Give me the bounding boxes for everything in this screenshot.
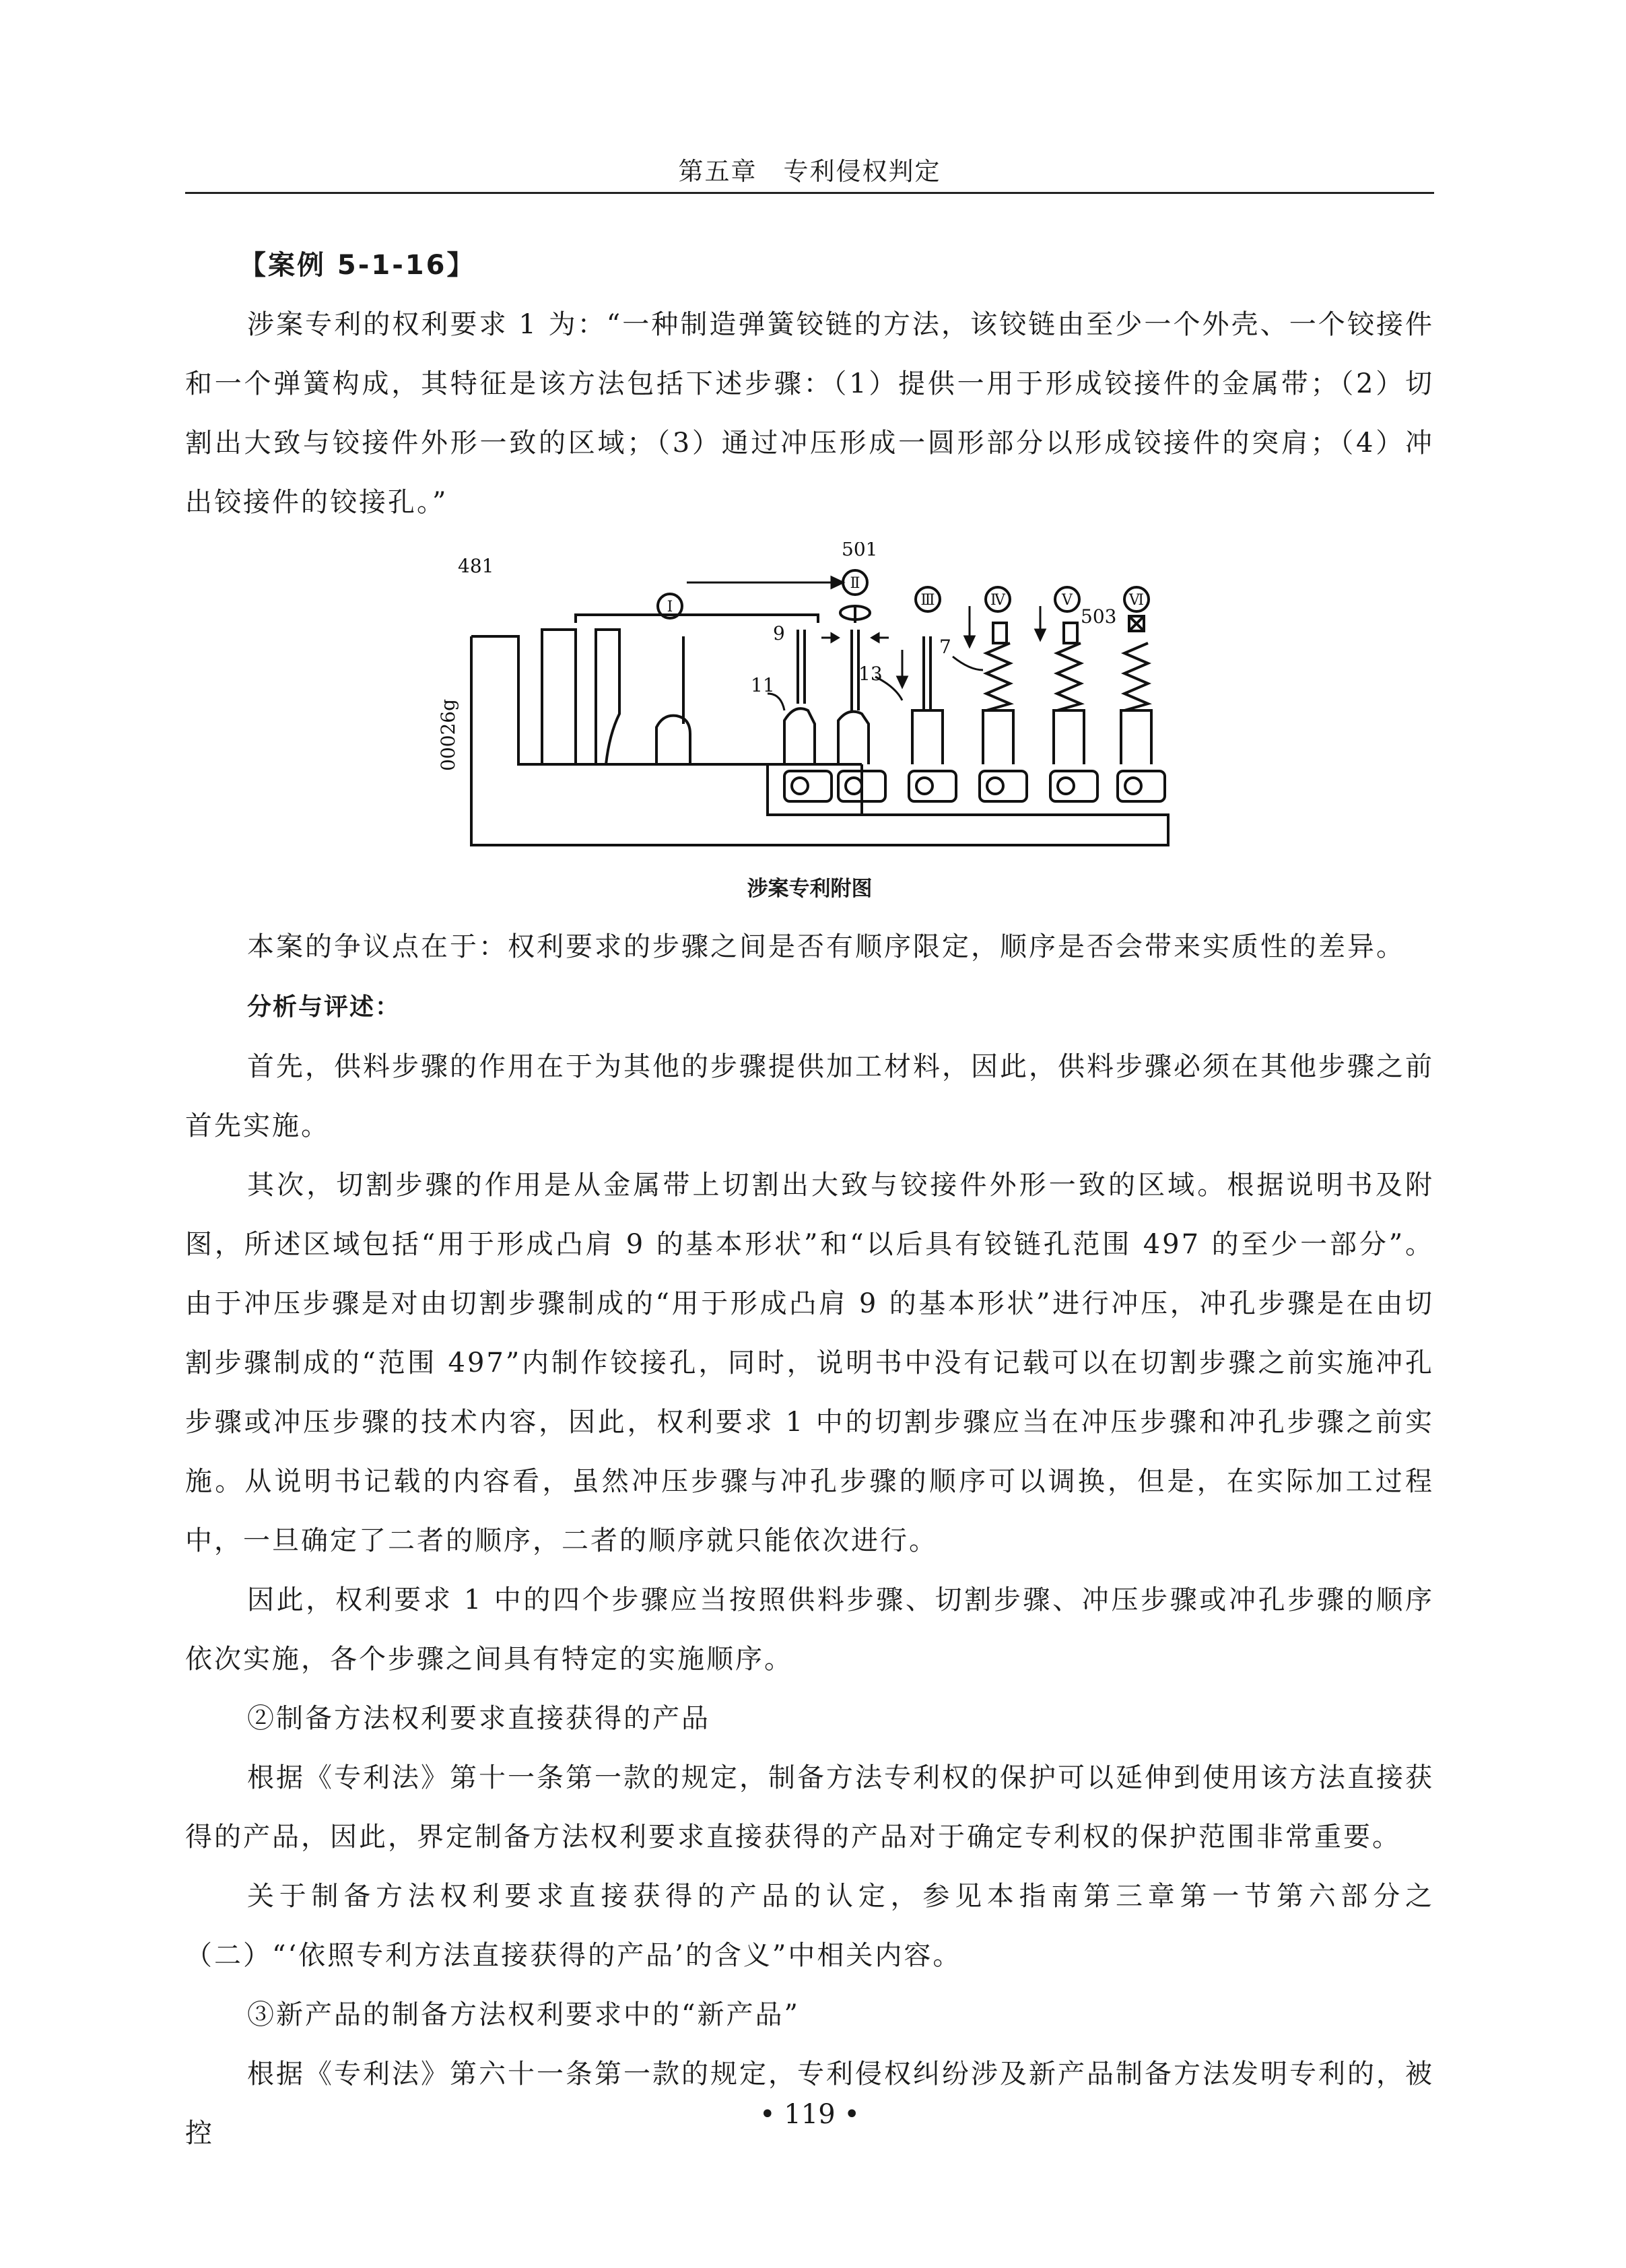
step-1-label: Ⅰ xyxy=(667,599,673,615)
hinge-head-5 xyxy=(1050,710,1097,801)
label-9: 9 xyxy=(773,622,785,644)
step-5-label: Ⅴ xyxy=(1062,592,1073,609)
analysis-heading: 分析与评述： xyxy=(247,993,401,1021)
paragraph-5: 关于制备方法权利要求直接获得的产品的认定，参见本指南第三章第一节第六部分之（二）“‘依照专利方法直接获得的产品’的含义”中相关内容。 xyxy=(185,1881,1434,1971)
running-header: 第五章 专利侵权判定 xyxy=(678,157,941,186)
case-title: 【案例 5-1-16】 xyxy=(239,250,476,281)
label-11: 11 xyxy=(751,674,775,696)
figure-caption: 涉案专利附图 xyxy=(747,877,873,901)
item-3-heading: ③新产品的制备方法权利要求中的“新产品” xyxy=(247,1999,800,2030)
figure-code: 00026g xyxy=(437,699,459,771)
step-6-label: Ⅵ xyxy=(1128,592,1145,609)
case-section xyxy=(185,236,1434,532)
label-481: 481 xyxy=(458,555,494,577)
dispute-paragraph: 本案的争议点在于：权利要求的步骤之间是否有顺序限定，顺序是否会带来实质性的差异。 xyxy=(247,931,1405,962)
paragraph-4: 根据《专利法》第十一条第一款的规定，制备方法专利权的保护可以延伸到使用该方法直接获得的产品，因此，界定制备方法权利要求直接获得的产品对于确定专利权的保护范围非常重要。 xyxy=(185,1762,1434,1853)
label-503: 503 xyxy=(1081,605,1117,628)
paragraph-3: 因此，权利要求 1 中的四个步骤应当按照供料步骤、切割步骤、冲压步骤或冲孔步骤的顺序依次实施，各个步骤之间具有特定的实施顺序。 xyxy=(185,1585,1434,1675)
step-2-label: Ⅱ xyxy=(850,575,860,592)
paragraph-2: 其次，切割步骤的作用是从金属带上切割出大致与铰接件外形一致的区域。根据说明书及附图，所述区域包括“用于形成凸肩 9 的基本形状”和“以后具有铰链孔范围 497 的至少一部分”。由于冲压步骤是对由切割步骤制成的“用于形成凸肩 9 的基本形状”进行冲压，冲孔步骤是在由切割步骤制成的“范围 497”内制作铰接孔，同时，说明书中没有记载可以在切割步骤之前实施冲孔步骤或冲压步骤的技术内容，因此，权利要求 1 中的切割步骤应当在冲压步骤和冲孔步骤之前实施。从说明书记载的内容看，虽然冲压步骤与冲孔步骤的顺序可以调换，但是，在实际加工过程中，一旦确定了二者的顺序，二者的顺序就只能依次进行。 xyxy=(185,1170,1434,1556)
label-13: 13 xyxy=(858,663,883,685)
header-rule xyxy=(185,192,1434,194)
patent-figure xyxy=(431,542,1188,859)
label-7: 7 xyxy=(939,636,951,658)
paragraph-6: 根据《专利法》第六十一条第一款的规定，专利侵权纠纷涉及新产品制备方法发明专利的，被控 xyxy=(185,2059,1434,2149)
label-501: 501 xyxy=(842,542,878,560)
case-claim-paragraph: 涉案专利的权利要求 1 为：“一种制造弹簧铰链的方法，该铰链由至少一个外壳、一个铰接件和一个弹簧构成，其特征是该方法包括下述步骤：（1）提供一用于形成铰接件的金属带；（2）切割出大致与铰接件外形一致的区域；（3）通过冲压形成一圆形部分以形成铰接件的突肩；（4）冲出铰接件的铰接孔。” xyxy=(185,309,1434,518)
step-3-label: Ⅲ xyxy=(920,592,935,609)
page-number: • 119 • xyxy=(759,2099,860,2130)
spring-5 xyxy=(1057,643,1081,710)
body-section xyxy=(185,917,1434,2163)
spring-6 xyxy=(1124,643,1148,710)
step-4-label: Ⅳ xyxy=(990,592,1005,609)
hinge-head-6 xyxy=(1118,710,1165,801)
hinge-head-3 xyxy=(909,710,956,801)
spring-4 xyxy=(986,643,1010,710)
paragraph-1: 首先，供料步骤的作用在于为其他的步骤提供加工材料，因此，供料步骤必须在其他步骤之前首先实施。 xyxy=(185,1051,1434,1141)
hinge-head-2 xyxy=(838,712,885,801)
hinge-head-1 xyxy=(784,708,832,801)
item-2-heading: ②制备方法权利要求直接获得的产品 xyxy=(247,1703,710,1734)
hinge-head-4 xyxy=(980,710,1027,801)
